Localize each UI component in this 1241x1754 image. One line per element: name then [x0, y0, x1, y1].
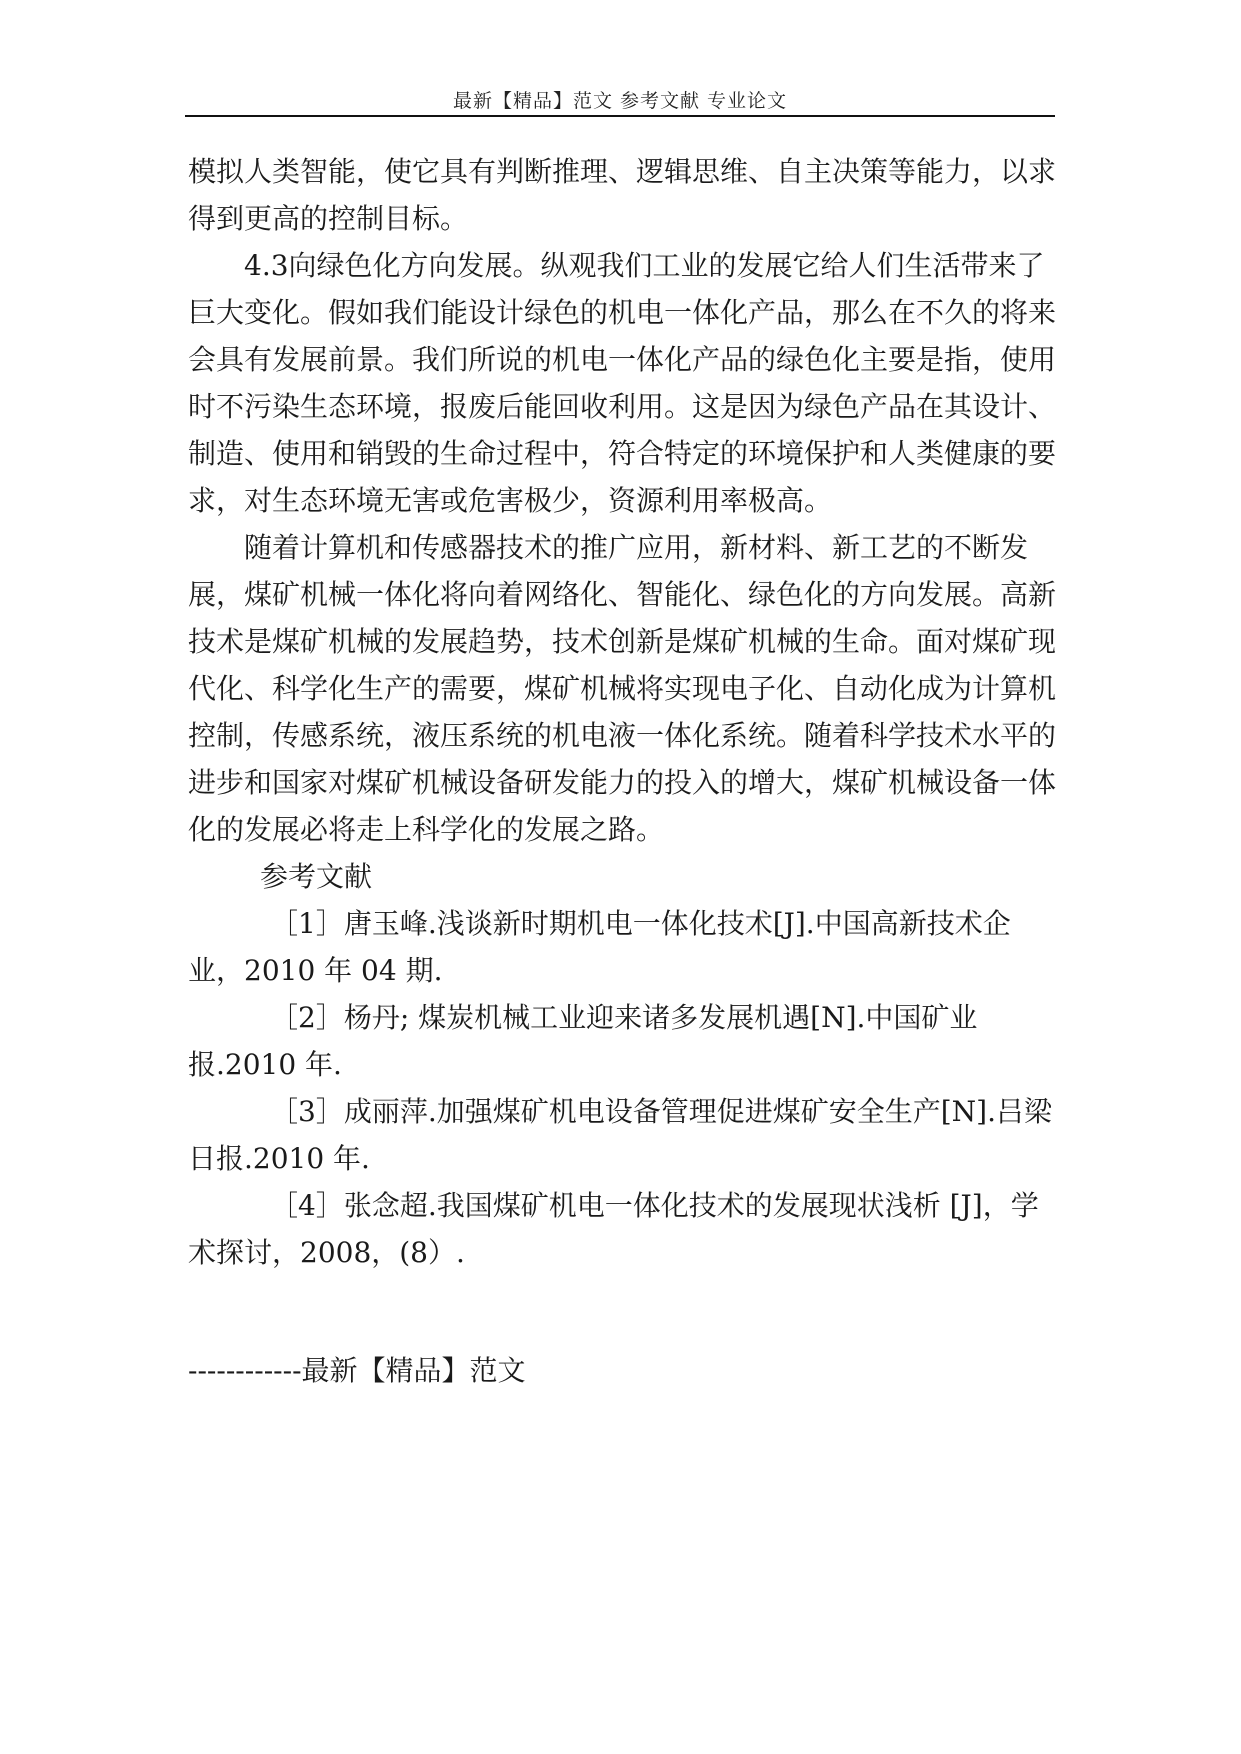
body-paragraph: 随着计算机和传感器技术的推广应用，新材料、新工艺的不断发展，煤矿机械一体化将向着网络化、智能化、绿色化的方向发展。高新技术是煤矿机械的发展趋势，技术创新是煤矿机械的生命。面对煤矿现代化、科学化生产的需要，煤矿机械将实现电子化、自动化成为计算机控制，传感系统，液压系统的机电液一体化系统。随着科学技术水平的进步和国家对煤矿机械设备研发能力的投入的增大，煤矿机械设备一体化的发展必将走上科学化的发展之路。 [188, 531, 1057, 846]
reference-item: ［2］杨丹; 煤炭机械工业迎来诸多发展机遇[N].中国矿业报.2010 年. [188, 1001, 978, 1081]
body-paragraph: 4.3向绿色化方向发展。纵观我们工业的发展它给人们生活带来了巨大变化。假如我们能设计绿色的机电一体化产品，那么在不久的将来会具有发展前景。我们所说的机电一体化产品的绿色化主要是指，使用时不污染生态环境，报废后能回收利用。这是因为绿色产品在其设计、制造、使用和销毁的生命过程中，符合特定的环境保护和人类健康的要求，对生态环境无害或危害极少，资源利用率极高。 [188, 249, 1057, 517]
reference-item: ［1］唐玉峰.浅谈新时期机电一体化技术[J].中国高新技术企业，2010 年 04 期. [188, 907, 1011, 987]
reference-item: ［4］张念超.我国煤矿机电一体化技术的发展现状浅析 [J]，学术探讨，2008，(8）. [188, 1189, 1039, 1269]
reference-item: ［3］成丽萍.加强煤矿机电设备管理促进煤矿安全生产[N].吕梁日报.2010 年. [188, 1095, 1052, 1175]
header-divider [185, 115, 1055, 117]
page-footer: ------------最新【精品】范文 [188, 1354, 526, 1387]
page-header: 最新【精品】范文 参考文献 专业论文 [452, 90, 788, 112]
body-paragraph: 模拟人类智能，使它具有判断推理、逻辑思维、自主决策等能力，以求得到更高的控制目标。 [188, 155, 1057, 235]
references-heading: 参考文献 [260, 860, 373, 893]
document-body [188, 148, 1058, 1276]
